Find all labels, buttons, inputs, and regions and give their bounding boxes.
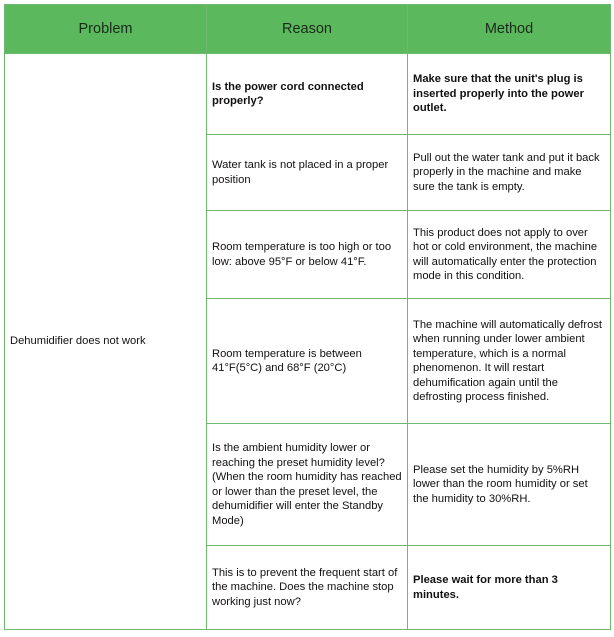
header-method: Method: [408, 5, 611, 54]
reason-cell: Room temperature is too high or too low: above 95°F or below 41°F.: [207, 211, 408, 299]
method-cell: Please wait for more than 3 minutes.: [408, 546, 611, 630]
table-row: [5, 54, 611, 135]
method-cell: Please set the humidity by 5%RH lower than the room humidity or set the humidity to 30%RH.: [408, 424, 611, 546]
method-cell: Make sure that the unit's plug is inserted properly into the power outlet.: [408, 54, 611, 135]
reason-cell: Is the power cord connected properly?: [207, 54, 408, 135]
method-cell: This product does not apply to over hot or cold environment, the machine will automatically enter the protection mode in this condition.: [408, 211, 611, 299]
reason-cell: Water tank is not placed in a proper position: [207, 135, 408, 211]
reason-cell: Is the ambient humidity lower or reaching the preset humidity level? (When the room humidity has reached or lower than the preset level, the dehumidifier will enter the Standby Mode): [207, 424, 408, 546]
header-reason: Reason: [207, 5, 408, 54]
reason-cell: Room temperature is between 41°F(5°C) and 68°F (20°C): [207, 299, 408, 424]
problem-cell: Dehumidifier does not work: [5, 54, 207, 630]
method-cell: The machine will automatically defrost when running under lower ambient temperature, which is a normal phenomenon. It will restart dehumification again until the defrosting process finished.: [408, 299, 611, 424]
method-cell: Pull out the water tank and put it back properly in the machine and make sure the tank is empty.: [408, 135, 611, 211]
header-problem: Problem: [5, 5, 207, 54]
troubleshooting-table: [4, 4, 611, 630]
reason-cell: This is to prevent the frequent start of the machine. Does the machine stop working just now?: [207, 546, 408, 630]
header-row: [5, 5, 611, 54]
